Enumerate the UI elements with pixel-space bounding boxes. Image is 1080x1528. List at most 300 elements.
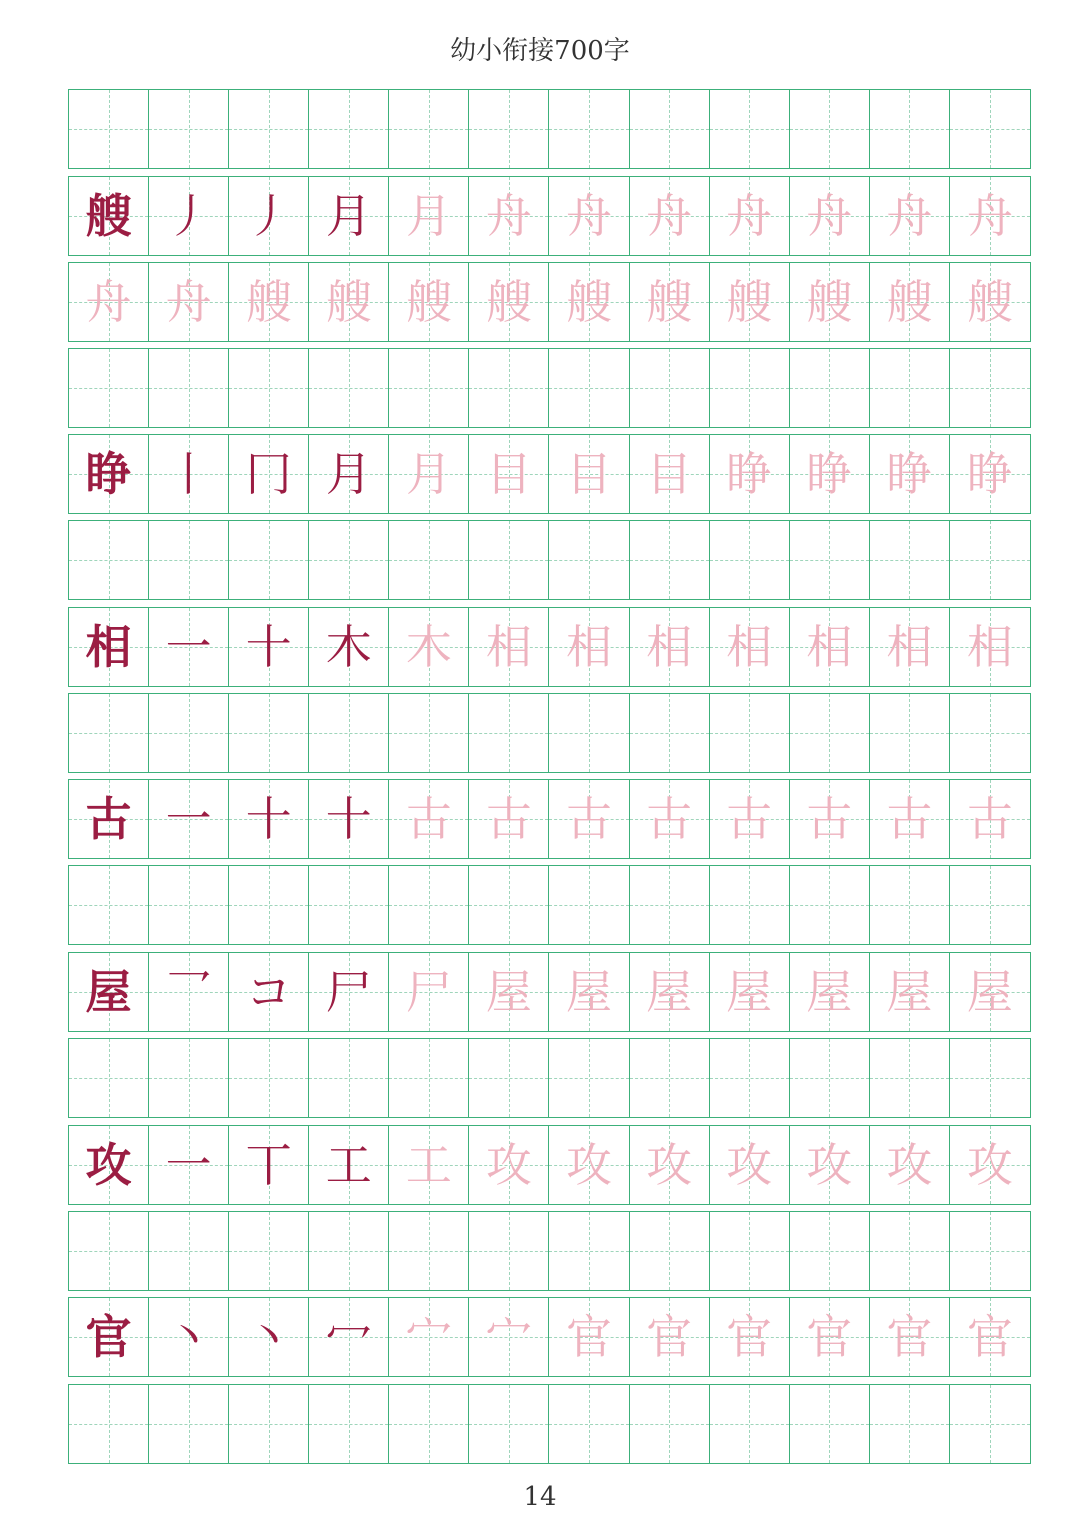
grid-cell (790, 177, 870, 255)
grid-cell (149, 694, 229, 772)
character-row (68, 176, 1031, 256)
grid-cell (790, 1385, 870, 1463)
trace-character: 睁 (726, 447, 773, 501)
grid-cell (149, 780, 229, 858)
trace-character: 艘 (405, 275, 452, 329)
stroke-step: 丿 (245, 189, 292, 243)
grid-cell (710, 1298, 790, 1376)
stroke-step: 一 (165, 1138, 212, 1192)
trace-character: 攻 (806, 1138, 853, 1192)
grid-cell (389, 521, 469, 599)
grid-cell (630, 1298, 710, 1376)
trace-character: 相 (485, 620, 532, 674)
example-character: 睁 (85, 447, 132, 501)
trace-character: 官 (726, 1310, 773, 1364)
grid-cell (630, 1039, 710, 1117)
trace-character: 目 (485, 447, 532, 501)
blank-practice-row (68, 348, 1031, 428)
grid-cell (389, 1126, 469, 1204)
grid-cell (229, 1126, 309, 1204)
grid-cell (389, 694, 469, 772)
trace-character: 艘 (646, 275, 693, 329)
grid-cell (549, 608, 629, 686)
grid-cell (389, 263, 469, 341)
grid-cell (229, 1298, 309, 1376)
character-row (68, 1125, 1031, 1205)
trace-character: 古 (405, 792, 452, 846)
trace-character: 艘 (806, 275, 853, 329)
grid-cell (630, 1212, 710, 1290)
grid-cell (149, 90, 229, 168)
grid-cell (309, 435, 389, 513)
grid-cell (469, 694, 549, 772)
grid-cell (870, 608, 950, 686)
grid-cell (149, 1212, 229, 1290)
trace-character: 屋 (966, 965, 1013, 1019)
grid-cell (710, 694, 790, 772)
grid-cell (710, 780, 790, 858)
grid-cell (69, 953, 149, 1031)
grid-cell (549, 263, 629, 341)
grid-cell (229, 1212, 309, 1290)
grid-cell (710, 90, 790, 168)
grid-cell (229, 177, 309, 255)
trace-character: 艘 (886, 275, 933, 329)
trace-character: 攻 (646, 1138, 693, 1192)
trace-character: 睁 (806, 447, 853, 501)
character-row (68, 952, 1031, 1032)
grid-cell (630, 1385, 710, 1463)
grid-cell (870, 1039, 950, 1117)
grid-cell (549, 1039, 629, 1117)
trace-character: 艘 (726, 275, 773, 329)
grid-cell (469, 263, 549, 341)
grid-cell (790, 608, 870, 686)
grid-cell (950, 349, 1030, 427)
grid-cell (229, 780, 309, 858)
trace-character: 古 (485, 792, 532, 846)
trace-character: 睁 (966, 447, 1013, 501)
trace-character: 艘 (245, 275, 292, 329)
grid-cell (549, 349, 629, 427)
grid-cell (469, 1039, 549, 1117)
grid-cell (950, 608, 1030, 686)
grid-cell (870, 1385, 950, 1463)
stroke-step: 丿 (165, 189, 212, 243)
grid-cell (229, 521, 309, 599)
grid-cell (790, 694, 870, 772)
grid-cell (630, 263, 710, 341)
trace-character: 艘 (966, 275, 1013, 329)
stroke-step: 月 (325, 447, 372, 501)
grid-cell (950, 1212, 1030, 1290)
grid-cell (790, 866, 870, 944)
grid-cell (630, 177, 710, 255)
grid-cell (309, 90, 389, 168)
grid-cell (69, 1126, 149, 1204)
grid-cell (389, 953, 469, 1031)
grid-cell (309, 1212, 389, 1290)
character-row (68, 262, 1031, 342)
grid-cell (69, 780, 149, 858)
grid-cell (69, 90, 149, 168)
grid-cell (950, 694, 1030, 772)
grid-cell (710, 435, 790, 513)
blank-practice-row (68, 1384, 1031, 1464)
grid-cell (309, 953, 389, 1031)
grid-cell (549, 435, 629, 513)
trace-character: 舟 (165, 275, 212, 329)
grid-cell (790, 1039, 870, 1117)
grid-cell (389, 1039, 469, 1117)
page-title: 幼小衔接700字 (450, 36, 630, 66)
grid-cell (149, 349, 229, 427)
grid-cell (710, 1385, 790, 1463)
grid-cell (229, 1039, 309, 1117)
grid-cell (229, 263, 309, 341)
trace-character: 舟 (966, 189, 1013, 243)
grid-cell (389, 177, 469, 255)
grid-cell (149, 435, 229, 513)
grid-cell (389, 1298, 469, 1376)
grid-cell (469, 349, 549, 427)
grid-cell (469, 866, 549, 944)
trace-character: 攻 (726, 1138, 773, 1192)
grid-cell (229, 608, 309, 686)
trace-character: 尸 (405, 965, 452, 1019)
grid-cell (790, 521, 870, 599)
stroke-step: 月 (325, 189, 372, 243)
grid-cell (630, 866, 710, 944)
grid-cell (549, 953, 629, 1031)
grid-cell (229, 866, 309, 944)
grid-cell (950, 953, 1030, 1031)
trace-character: 舟 (886, 189, 933, 243)
grid-cell (870, 263, 950, 341)
trace-character: 屋 (806, 965, 853, 1019)
grid-cell (309, 521, 389, 599)
grid-cell (309, 1126, 389, 1204)
grid-cell (870, 349, 950, 427)
grid-cell (950, 1126, 1030, 1204)
grid-cell (149, 866, 229, 944)
grid-cell (229, 694, 309, 772)
trace-character: 屋 (886, 965, 933, 1019)
trace-character: 艘 (485, 275, 532, 329)
grid-cell (149, 1298, 229, 1376)
trace-character: 宀 (485, 1310, 532, 1364)
grid-cell (309, 1385, 389, 1463)
stroke-step: 工 (325, 1138, 372, 1192)
grid-cell (790, 780, 870, 858)
stroke-step: 丶 (165, 1310, 212, 1364)
grid-cell (389, 780, 469, 858)
grid-cell (549, 780, 629, 858)
trace-character: 相 (966, 620, 1013, 674)
grid-cell (630, 694, 710, 772)
example-character: 古 (85, 792, 132, 846)
grid-cell (870, 780, 950, 858)
grid-cell (870, 435, 950, 513)
grid-cell (309, 1039, 389, 1117)
stroke-step: 尸 (325, 965, 372, 1019)
grid-cell (630, 1126, 710, 1204)
grid-cell (469, 1298, 549, 1376)
character-row (68, 779, 1031, 859)
grid-cell (469, 521, 549, 599)
grid-cell (69, 177, 149, 255)
stroke-step: 十 (245, 792, 292, 846)
grid-cell (710, 263, 790, 341)
grid-cell (309, 694, 389, 772)
trace-character: 艘 (325, 275, 372, 329)
blank-practice-row (68, 865, 1031, 945)
grid-cell (149, 1039, 229, 1117)
grid-cell (870, 90, 950, 168)
grid-cell (469, 780, 549, 858)
grid-cell (69, 435, 149, 513)
grid-cell (69, 1298, 149, 1376)
trace-character: 相 (726, 620, 773, 674)
grid-cell (630, 90, 710, 168)
grid-cell (870, 1126, 950, 1204)
trace-character: 官 (886, 1310, 933, 1364)
grid-cell (469, 608, 549, 686)
grid-cell (309, 349, 389, 427)
grid-cell (710, 177, 790, 255)
character-row (68, 434, 1031, 514)
grid-cell (710, 521, 790, 599)
trace-character: 攻 (966, 1138, 1013, 1192)
grid-cell (389, 608, 469, 686)
grid-cell (870, 1298, 950, 1376)
grid-cell (229, 349, 309, 427)
grid-cell (69, 608, 149, 686)
trace-character: 舟 (726, 189, 773, 243)
grid-cell (309, 177, 389, 255)
grid-cell (69, 263, 149, 341)
grid-cell (549, 1126, 629, 1204)
stroke-step: 一 (165, 792, 212, 846)
grid-cell (229, 1385, 309, 1463)
trace-character: 官 (566, 1310, 612, 1364)
grid-cell (870, 694, 950, 772)
trace-character: 舟 (85, 275, 132, 329)
stroke-step: コ (245, 965, 292, 1019)
trace-character: 古 (566, 792, 612, 846)
grid-cell (309, 1298, 389, 1376)
stroke-step: 丶 (245, 1310, 292, 1364)
blank-practice-row (68, 520, 1031, 600)
grid-cell (950, 90, 1030, 168)
grid-cell (549, 694, 629, 772)
grid-cell (549, 177, 629, 255)
trace-character: 目 (646, 447, 693, 501)
example-character: 相 (85, 620, 132, 674)
grid-cell (630, 953, 710, 1031)
trace-character: 古 (886, 792, 933, 846)
trace-character: 官 (966, 1310, 1013, 1364)
grid-cell (469, 1126, 549, 1204)
grid-cell (69, 349, 149, 427)
trace-character: 睁 (886, 447, 933, 501)
grid-cell (790, 263, 870, 341)
grid-cell (710, 1212, 790, 1290)
grid-cell (469, 1212, 549, 1290)
trace-character: 攻 (886, 1138, 933, 1192)
trace-character: 屋 (566, 965, 612, 1019)
grid-cell (149, 1126, 229, 1204)
trace-character: 官 (806, 1310, 853, 1364)
blank-practice-row (68, 693, 1031, 773)
grid-cell (469, 953, 549, 1031)
grid-cell (69, 694, 149, 772)
grid-cell (870, 1212, 950, 1290)
trace-character: 相 (566, 620, 612, 674)
grid-cell (710, 1039, 790, 1117)
grid-cell (389, 349, 469, 427)
grid-cell (149, 177, 229, 255)
grid-cell (790, 953, 870, 1031)
grid-cell (870, 953, 950, 1031)
grid-cell (710, 953, 790, 1031)
character-row (68, 607, 1031, 687)
grid-cell (149, 953, 229, 1031)
trace-character: 工 (405, 1138, 452, 1192)
example-character: 艘 (85, 189, 132, 243)
grid-cell (710, 349, 790, 427)
example-character: 屋 (85, 965, 132, 1019)
grid-cell (389, 1385, 469, 1463)
grid-cell (630, 521, 710, 599)
grid-cell (549, 1298, 629, 1376)
grid-cell (950, 780, 1030, 858)
grid-cell (630, 780, 710, 858)
stroke-step: 丨 (165, 447, 212, 501)
example-character: 官 (85, 1310, 132, 1364)
grid-cell (790, 1212, 870, 1290)
trace-character: 舟 (566, 189, 612, 243)
grid-cell (710, 866, 790, 944)
stroke-step: 丅 (245, 1138, 292, 1192)
trace-character: 屋 (646, 965, 693, 1019)
grid-cell (549, 1212, 629, 1290)
grid-cell (790, 435, 870, 513)
grid-cell (549, 90, 629, 168)
grid-cell (469, 1385, 549, 1463)
grid-cell (229, 90, 309, 168)
grid-cell (389, 1212, 469, 1290)
grid-cell (389, 866, 469, 944)
grid-cell (229, 953, 309, 1031)
trace-character: 相 (806, 620, 853, 674)
grid-cell (950, 263, 1030, 341)
trace-character: 古 (806, 792, 853, 846)
blank-practice-row (68, 1211, 1031, 1291)
trace-character: 目 (566, 447, 612, 501)
trace-character: 月 (405, 447, 452, 501)
trace-character: 舟 (646, 189, 693, 243)
grid-cell (790, 349, 870, 427)
stroke-step: 木 (325, 620, 372, 674)
grid-cell (469, 177, 549, 255)
grid-cell (790, 1298, 870, 1376)
trace-character: 舟 (485, 189, 532, 243)
trace-character: 月 (405, 189, 452, 243)
trace-character: 古 (966, 792, 1013, 846)
trace-character: 相 (646, 620, 693, 674)
blank-practice-row (68, 1038, 1031, 1118)
grid-cell (630, 349, 710, 427)
trace-character: 古 (646, 792, 693, 846)
grid-cell (950, 521, 1030, 599)
grid-cell (69, 1385, 149, 1463)
grid-cell (389, 90, 469, 168)
grid-cell (790, 1126, 870, 1204)
trace-character: 攻 (566, 1138, 612, 1192)
trace-character: 艘 (566, 275, 612, 329)
stroke-step: 乛 (165, 965, 212, 1019)
grid-cell (149, 608, 229, 686)
blank-practice-row (68, 89, 1031, 169)
character-row (68, 1297, 1031, 1377)
trace-character: 木 (405, 620, 452, 674)
trace-character: 官 (646, 1310, 693, 1364)
trace-character: 攻 (485, 1138, 532, 1192)
grid-cell (149, 1385, 229, 1463)
grid-cell (950, 1385, 1030, 1463)
grid-cell (149, 263, 229, 341)
grid-cell (229, 435, 309, 513)
grid-cell (309, 608, 389, 686)
stroke-step: 一 (165, 620, 212, 674)
example-character: 攻 (85, 1138, 132, 1192)
grid-cell (950, 1039, 1030, 1117)
grid-cell (149, 521, 229, 599)
trace-character: 舟 (806, 189, 853, 243)
grid-cell (389, 435, 469, 513)
grid-cell (870, 177, 950, 255)
stroke-step: 冖 (325, 1310, 372, 1364)
grid-cell (549, 1385, 629, 1463)
stroke-step: 十 (245, 620, 292, 674)
trace-character: 宀 (405, 1310, 452, 1364)
grid-cell (950, 866, 1030, 944)
grid-cell (69, 521, 149, 599)
grid-cell (630, 608, 710, 686)
grid-cell (790, 90, 870, 168)
grid-cell (630, 435, 710, 513)
page-number: 14 (523, 1482, 557, 1512)
grid-cell (469, 90, 549, 168)
grid-cell (870, 521, 950, 599)
stroke-step: 冂 (245, 447, 292, 501)
grid-cell (710, 608, 790, 686)
stroke-step: 十 (325, 792, 372, 846)
grid-cell (950, 1298, 1030, 1376)
grid-cell (710, 1126, 790, 1204)
grid-cell (870, 866, 950, 944)
trace-character: 屋 (485, 965, 532, 1019)
grid-cell (69, 866, 149, 944)
grid-cell (950, 177, 1030, 255)
grid-cell (309, 866, 389, 944)
grid-cell (69, 1212, 149, 1290)
trace-character: 相 (886, 620, 933, 674)
grid-cell (950, 435, 1030, 513)
grid-cell (549, 521, 629, 599)
grid-cell (309, 780, 389, 858)
